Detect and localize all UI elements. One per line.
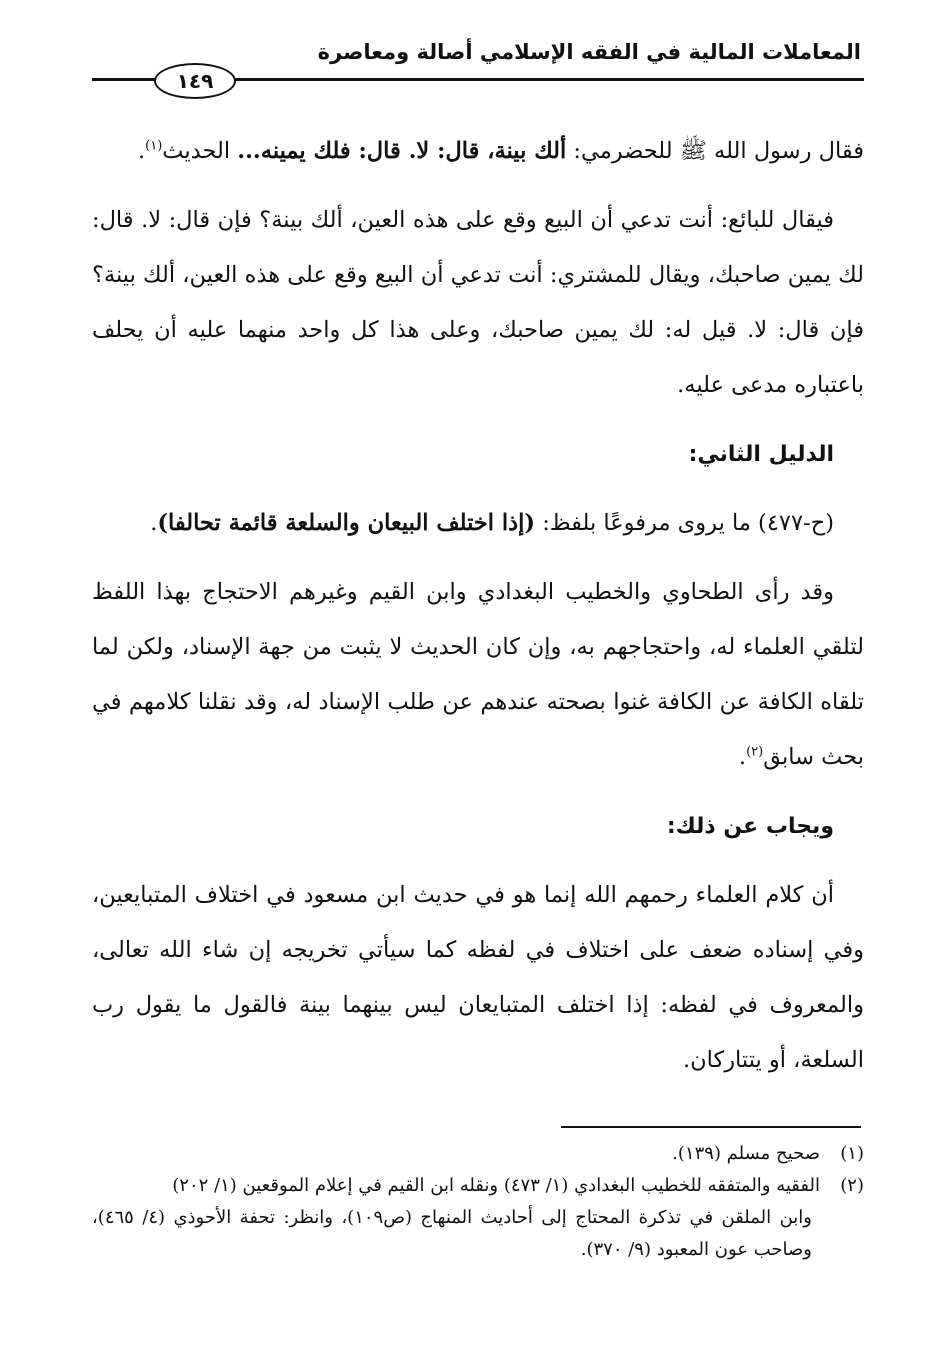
footnote-2-continuation: وابن الملقن في تذكرة المحتاج إلى أحاديث المنهاج (ص١٠٩)، وانظر: تحفة الأحوذي (٤/ ٤٦٥)، وصاحب عون المعبود (٩/ ٣٧٠). — [92, 1207, 812, 1260]
paragraph-1-intro: فقال رسول الله ﷺ للحضرمي: — [566, 138, 864, 164]
paragraph-1-quote: ألك بينة، قال: لا. قال: فلك يمينه... — [237, 138, 567, 164]
paragraph-3 — [92, 496, 864, 551]
heading-answer: ويجاب عن ذلك: — [666, 814, 834, 839]
paragraph-2: فيقال للبائع: أنت تدعي أن البيع وقع على هذه العين، ألك بينة؟ فإن قال: لا. قال: لك يمين صاحبك، ويقال للمشتري: أنت تدعي أن البيع وقع على هذه العين، ألك بينة؟ فإن قال: لا. قيل له: لك يمين صاحبك، وعلى هذا كل واحد منهما عليه أن يحلف باعتباره مدعى عليه. — [92, 207, 864, 398]
footnote-1-text: صحيح مسلم (١٣٩). — [672, 1143, 820, 1164]
footnote-separator — [561, 1126, 861, 1128]
running-header-title: المعاملات المالية في الفقه الإسلامي أصالة ومعاصرة — [317, 40, 861, 64]
paragraph-1-end: . — [138, 138, 146, 164]
paragraph-5: أن كلام العلماء رحمهم الله إنما هو في حديث ابن مسعود في اختلاف المتبايعين، وفي إسناده ضعف على اختلاف في لفظه كما سيأتي تخريجه إن شاء الله تعالى، والمعروف في لفظه: إذا اختلف المتبايعان ليس بينهما بينة فالقول ما يقول رب السلعة، أو يتتاركان. — [92, 882, 864, 1073]
paragraph-4-text: وقد رأى الطحاوي والخطيب البغدادي وابن القيم وغيرهم الاحتجاج بهذا اللفظ لتلقي العلماء له، واحتجاجهم به، وإن كان الحديث لا يثبت من جهة الإسناد، ولكن لما تلقاه الكافة عن الكافة غنوا بصحته عندهم عن طلب الإسناد له، وقد نقلنا كلامهم في بحث سابق — [92, 579, 864, 770]
footnote-ref-1[interactable]: (١) — [145, 138, 163, 154]
footnote-2 — [92, 1170, 864, 1202]
paragraph-4-end: . — [738, 744, 747, 770]
main-text — [92, 124, 864, 1088]
footnote-ref-2[interactable]: (٢) — [746, 744, 764, 760]
paragraph-3-quote: (إذا اختلف البيعان والسلعة قائمة تحالفا) — [157, 510, 536, 536]
heading-second-evidence: الدليل الثاني: — [688, 442, 834, 467]
paragraph-3-end: . — [150, 510, 158, 536]
paragraph-4 — [92, 565, 864, 785]
page-number: ١٤٩ — [154, 63, 236, 99]
footnotes — [92, 1138, 864, 1266]
footnote-1-number: (١) — [840, 1143, 864, 1164]
footnote-2-number: (٢) — [840, 1175, 864, 1196]
paragraph-1-hadith: الحديث — [162, 138, 238, 164]
footnote-2-text: الفقيه والمتفقه للخطيب البغدادي (١/ ٤٧٣) ونقله ابن القيم في إعلام الموقعين (١/ ٢٠٢) — [172, 1175, 820, 1196]
footnote-1 — [92, 1138, 864, 1170]
paragraph-3-intro: (ح-٤٧٧) ما يروى مرفوعًا بلفظ: — [535, 510, 834, 536]
paragraph-1 — [92, 124, 864, 179]
